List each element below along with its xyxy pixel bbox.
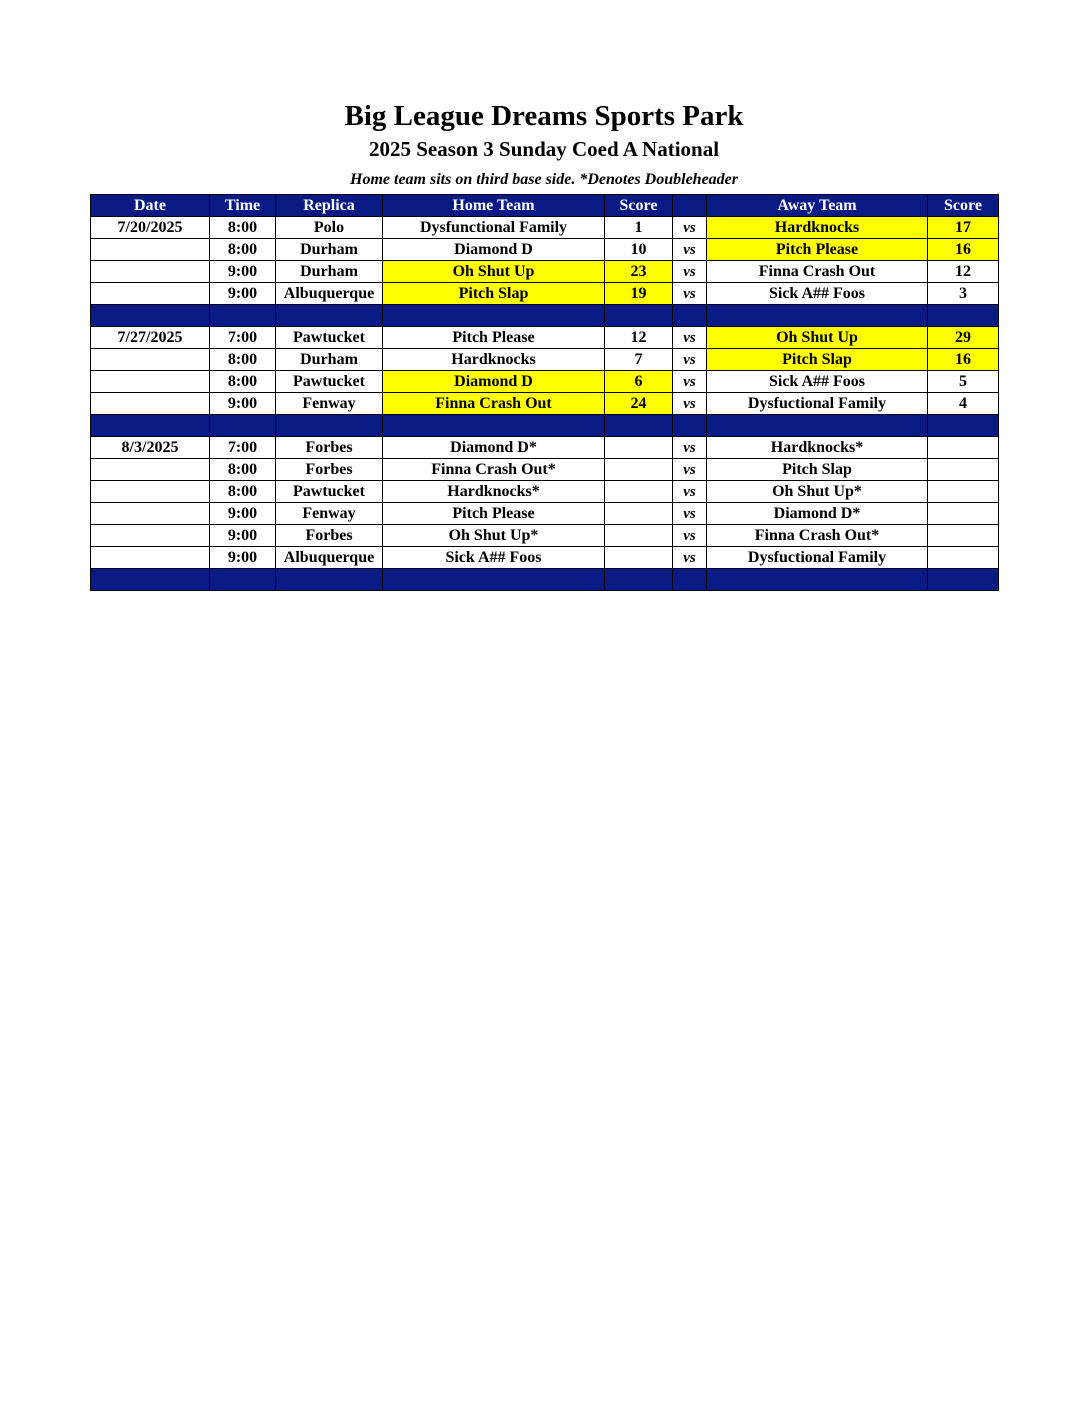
week-separator-row	[91, 569, 999, 591]
game-field: Fenway	[276, 393, 383, 415]
away-score	[928, 481, 999, 503]
home-score	[605, 437, 673, 459]
game-row	[91, 261, 999, 283]
home-score: 7	[605, 349, 673, 371]
separator-cell	[210, 569, 276, 591]
game-field: Forbes	[276, 525, 383, 547]
game-row	[91, 371, 999, 393]
away-score: 4	[928, 393, 999, 415]
away-score: 12	[928, 261, 999, 283]
game-time: 8:00	[210, 349, 276, 371]
game-date	[91, 371, 210, 393]
home-score: 19	[605, 283, 673, 305]
game-time: 8:00	[210, 239, 276, 261]
game-time: 9:00	[210, 261, 276, 283]
home-score: 6	[605, 371, 673, 393]
game-time: 8:00	[210, 371, 276, 393]
game-row	[91, 481, 999, 503]
game-date	[91, 547, 210, 569]
game-date	[91, 525, 210, 547]
separator-cell	[383, 305, 605, 327]
game-time: 8:00	[210, 481, 276, 503]
away-score: 5	[928, 371, 999, 393]
away-team: Oh Shut Up	[707, 327, 928, 349]
game-date	[91, 261, 210, 283]
away-score	[928, 437, 999, 459]
separator-cell	[928, 415, 999, 437]
home-score	[605, 525, 673, 547]
game-field: Durham	[276, 239, 383, 261]
home-team: Finna Crash Out	[383, 393, 605, 415]
column-header-time: Time	[210, 195, 276, 217]
home-team: Hardknocks	[383, 349, 605, 371]
game-date	[91, 481, 210, 503]
home-team: Diamond D	[383, 371, 605, 393]
away-score: 17	[928, 217, 999, 239]
game-field: Albuquerque	[276, 283, 383, 305]
separator-cell	[707, 569, 928, 591]
separator-cell	[707, 305, 928, 327]
home-score	[605, 547, 673, 569]
home-team: Pitch Please	[383, 503, 605, 525]
schedule-note: Home team sits on third base side. *Denotes Doubleheader	[350, 171, 738, 188]
home-team: Pitch Slap	[383, 283, 605, 305]
page-subtitle: 2025 Season 3 Sunday Coed A National	[368, 137, 720, 161]
separator-cell	[276, 305, 383, 327]
home-team: Oh Shut Up*	[383, 525, 605, 547]
header-row	[91, 195, 999, 217]
away-team: Pitch Please	[707, 239, 928, 261]
away-team: Dysfuctional Family	[707, 393, 928, 415]
vs-label: vs	[673, 525, 707, 547]
vs-label: vs	[673, 261, 707, 283]
game-row	[91, 437, 999, 459]
home-score: 24	[605, 393, 673, 415]
game-date	[91, 393, 210, 415]
home-score	[605, 481, 673, 503]
separator-cell	[707, 415, 928, 437]
home-team: Finna Crash Out*	[383, 459, 605, 481]
game-time: 9:00	[210, 547, 276, 569]
game-date: 7/27/2025	[91, 327, 210, 349]
home-team: Hardknocks*	[383, 481, 605, 503]
vs-label: vs	[673, 547, 707, 569]
separator-cell	[91, 569, 210, 591]
column-header-replica: Replica	[276, 195, 383, 217]
home-score	[605, 459, 673, 481]
vs-label: vs	[673, 349, 707, 371]
separator-cell	[673, 569, 707, 591]
separator-cell	[91, 415, 210, 437]
away-score	[928, 459, 999, 481]
away-team: Pitch Slap	[707, 459, 928, 481]
away-team: Hardknocks*	[707, 437, 928, 459]
game-row	[91, 217, 999, 239]
game-field: Pawtucket	[276, 371, 383, 393]
vs-label: vs	[673, 283, 707, 305]
away-team: Pitch Slap	[707, 349, 928, 371]
separator-cell	[673, 305, 707, 327]
away-team: Finna Crash Out*	[707, 525, 928, 547]
game-time: 9:00	[210, 525, 276, 547]
week-separator-row	[91, 305, 999, 327]
game-field: Forbes	[276, 459, 383, 481]
game-date	[91, 239, 210, 261]
column-header-away-team: Away Team	[707, 195, 928, 217]
separator-cell	[605, 415, 673, 437]
column-header-away-score: Score	[928, 195, 999, 217]
week-separator-row	[91, 415, 999, 437]
game-field: Polo	[276, 217, 383, 239]
away-team: Sick A## Foos	[707, 371, 928, 393]
vs-label: vs	[673, 327, 707, 349]
game-field: Pawtucket	[276, 327, 383, 349]
home-team: Dysfunctional Family	[383, 217, 605, 239]
separator-cell	[276, 569, 383, 591]
schedule-body	[91, 217, 999, 591]
vs-label: vs	[673, 481, 707, 503]
separator-cell	[91, 305, 210, 327]
away-team: Sick A## Foos	[707, 283, 928, 305]
game-date: 8/3/2025	[91, 437, 210, 459]
away-score	[928, 525, 999, 547]
vs-label: vs	[673, 239, 707, 261]
separator-cell	[383, 569, 605, 591]
home-team: Diamond D*	[383, 437, 605, 459]
away-score: 16	[928, 239, 999, 261]
game-field: Forbes	[276, 437, 383, 459]
game-row	[91, 547, 999, 569]
game-date	[91, 503, 210, 525]
vs-label: vs	[673, 217, 707, 239]
game-row	[91, 525, 999, 547]
away-score	[928, 503, 999, 525]
game-row	[91, 327, 999, 349]
game-field: Pawtucket	[276, 481, 383, 503]
away-team: Finna Crash Out	[707, 261, 928, 283]
game-field: Albuquerque	[276, 547, 383, 569]
game-date	[91, 283, 210, 305]
game-row	[91, 239, 999, 261]
game-time: 9:00	[210, 393, 276, 415]
game-time: 8:00	[210, 217, 276, 239]
page-title: Big League Dreams Sports Park	[344, 100, 744, 132]
home-team: Diamond D	[383, 239, 605, 261]
game-date	[91, 349, 210, 371]
game-time: 9:00	[210, 503, 276, 525]
game-time: 7:00	[210, 437, 276, 459]
home-team: Oh Shut Up	[383, 261, 605, 283]
game-time: 8:00	[210, 459, 276, 481]
game-field: Durham	[276, 349, 383, 371]
vs-label: vs	[673, 393, 707, 415]
home-team: Pitch Please	[383, 327, 605, 349]
game-row	[91, 283, 999, 305]
game-row	[91, 459, 999, 481]
column-header-home-score: Score	[605, 195, 673, 217]
away-score: 29	[928, 327, 999, 349]
schedule-table	[90, 194, 999, 591]
home-score	[605, 503, 673, 525]
vs-label: vs	[673, 437, 707, 459]
column-header-date: Date	[91, 195, 210, 217]
game-row	[91, 503, 999, 525]
away-team: Oh Shut Up*	[707, 481, 928, 503]
separator-cell	[605, 305, 673, 327]
game-field: Fenway	[276, 503, 383, 525]
vs-label: vs	[673, 503, 707, 525]
game-row	[91, 393, 999, 415]
vs-label: vs	[673, 459, 707, 481]
home-score: 12	[605, 327, 673, 349]
home-score: 1	[605, 217, 673, 239]
away-score	[928, 547, 999, 569]
home-team: Sick A## Foos	[383, 547, 605, 569]
home-score: 23	[605, 261, 673, 283]
game-date: 7/20/2025	[91, 217, 210, 239]
away-team: Dysfuctional Family	[707, 547, 928, 569]
separator-cell	[383, 415, 605, 437]
game-row	[91, 349, 999, 371]
away-score: 16	[928, 349, 999, 371]
game-date	[91, 459, 210, 481]
away-team: Hardknocks	[707, 217, 928, 239]
game-field: Durham	[276, 261, 383, 283]
away-team: Diamond D*	[707, 503, 928, 525]
separator-cell	[605, 569, 673, 591]
game-time: 9:00	[210, 283, 276, 305]
column-header-vs	[673, 195, 707, 217]
away-score: 3	[928, 283, 999, 305]
separator-cell	[928, 305, 999, 327]
separator-cell	[276, 415, 383, 437]
separator-cell	[928, 569, 999, 591]
separator-cell	[210, 415, 276, 437]
home-score: 10	[605, 239, 673, 261]
separator-cell	[673, 415, 707, 437]
vs-label: vs	[673, 371, 707, 393]
game-time: 7:00	[210, 327, 276, 349]
column-header-home-team: Home Team	[383, 195, 605, 217]
separator-cell	[210, 305, 276, 327]
